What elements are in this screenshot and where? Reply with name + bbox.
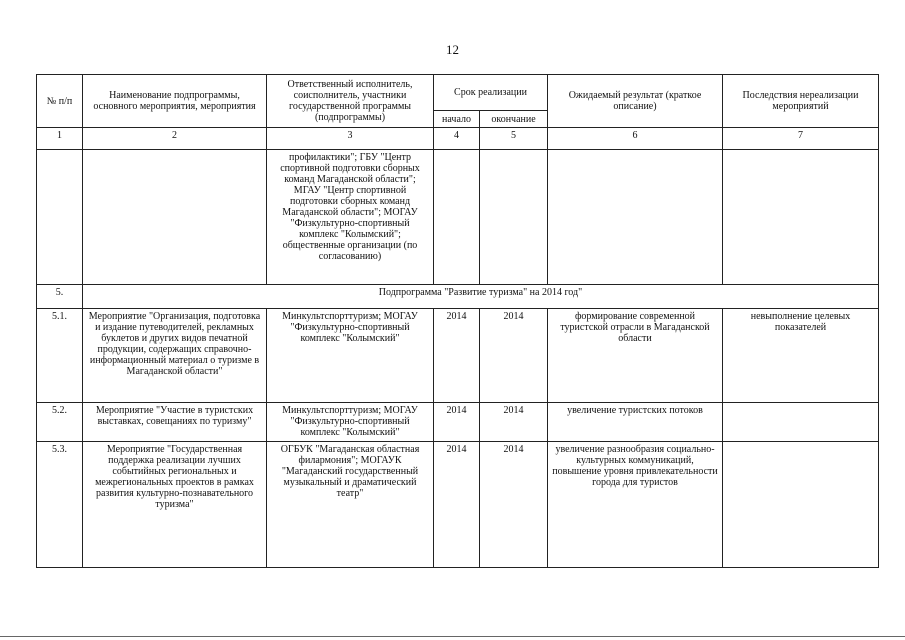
executor-cell: ОГБУК "Магаданская областная филармония"; МОГАУК "Магаданский государственный музыкальный и драматический театр" [267,442,434,568]
table-cell [723,150,879,285]
header-number: № п/п [37,75,83,128]
table-row [37,309,879,403]
column-number: 6 [548,128,723,150]
section-number: 5. [37,285,83,309]
program-table [36,74,879,568]
activity-name: Мероприятие "Участие в туристских выставках, совещаниях по туризму" [83,403,267,442]
section-title: Подпрограмма "Развитие туризма" на 2014 год" [83,285,879,309]
column-number: 1 [37,128,83,150]
header-end: окончание [480,111,548,128]
expected-result: увеличение туристских потоков [548,403,723,442]
activity-name: Мероприятие "Государственная поддержка реализации лучших событийных региональных и межрегиональных проектов в рамках развития культурно-познавательного туризма" [83,442,267,568]
header-consequence: Последствия нереализации мероприятий [723,75,879,128]
row-number: 5.3. [37,442,83,568]
executor-cell: Минкультспорттуризм; МОГАУ "Физкультурно-спортивный комплекс "Колымский" [267,309,434,403]
column-number: 5 [480,128,548,150]
expected-result: формирование современной туристской отрасли в Магаданской области [548,309,723,403]
row-number: 5.2. [37,403,83,442]
row-number: 5.1. [37,309,83,403]
table-cell [548,150,723,285]
table-cell [434,150,480,285]
section-row [37,285,879,309]
table-cell [83,150,267,285]
executor-cell: профилактики"; ГБУ "Центр спортивной подготовки сборных команд Магаданской области"; МГАУ "Центр спортивной подготовки сборных команд Магаданской области"; МОГАУ "Физкультурно-спортивный комплекс "Колымский"; общественные организации (по согласованию) [267,150,434,285]
end-year: 2014 [480,442,548,568]
start-year: 2014 [434,442,480,568]
activity-name: Мероприятие "Организация, подготовка и издание путеводителей, рекламных буклетов и других видов печатной продукции, содержащих справочно-информационный материал о туризме в Магаданской области" [83,309,267,403]
consequence: невыполнение целевых показателей [723,309,879,403]
page-number: 12 [446,42,459,57]
column-number: 2 [83,128,267,150]
column-number-row [37,128,879,150]
continuation-row [37,150,879,285]
end-year: 2014 [480,309,548,403]
page-edge-line [0,636,905,637]
consequence [723,403,879,442]
end-year: 2014 [480,403,548,442]
column-number: 4 [434,128,480,150]
executor-cell: Минкультспорттуризм; МОГАУ "Физкультурно-спортивный комплекс "Колымский" [267,403,434,442]
table-cell [480,150,548,285]
table-row [37,442,879,568]
header-executor: Ответственный исполнитель, соисполнитель, участники государственной программы (подпрограммы) [267,75,434,128]
consequence [723,442,879,568]
start-year: 2014 [434,309,480,403]
start-year: 2014 [434,403,480,442]
header-result: Ожидаемый результат (краткое описание) [548,75,723,128]
header-row [37,75,879,111]
expected-result: увеличение разнообразия социально-культурных коммуникаций, повышение уровня привлекательности города для туристов [548,442,723,568]
column-number: 3 [267,128,434,150]
table-cell [37,150,83,285]
header-start: начало [434,111,480,128]
table-row [37,403,879,442]
header-period: Срок реализации [434,75,548,111]
header-name: Наименование подпрограммы, основного мероприятия, мероприятия [83,75,267,128]
column-number: 7 [723,128,879,150]
